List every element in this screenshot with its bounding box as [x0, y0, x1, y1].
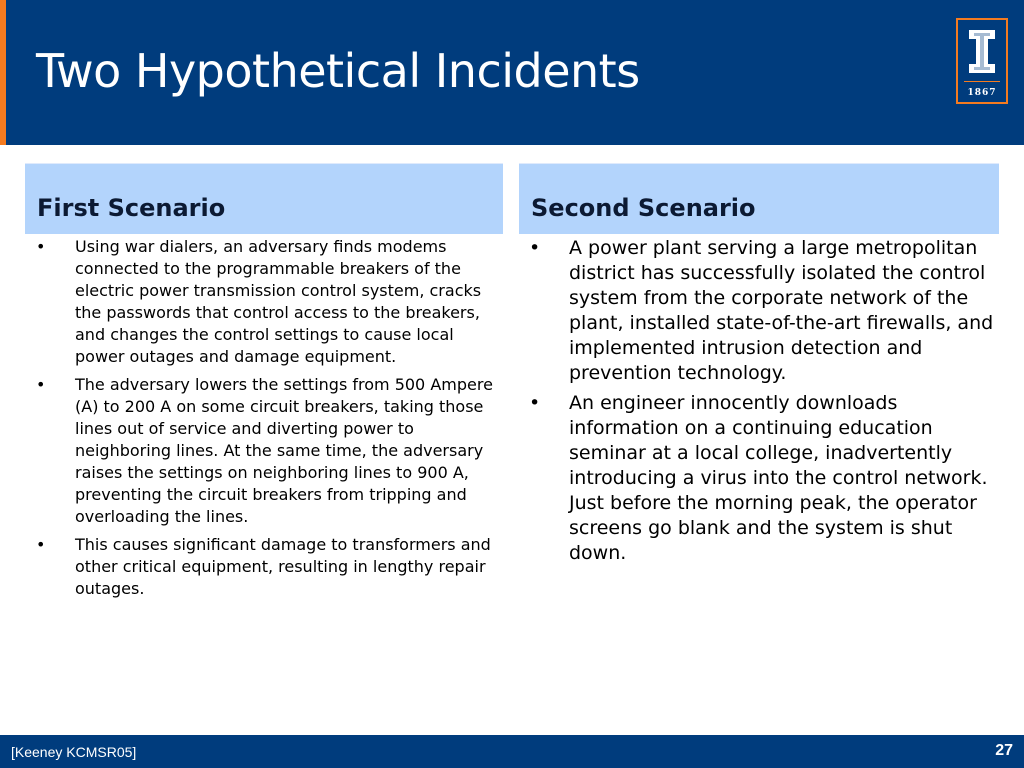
second-scenario-list: [529, 236, 994, 566]
illinois-block-i-icon: [956, 18, 1008, 104]
first-scenario-heading: First Scenario: [37, 194, 226, 222]
header-accent-stripe: [0, 0, 6, 145]
logo-year: 1867: [967, 88, 997, 98]
first-scenario-list: [36, 236, 496, 600]
list-item: • An engineer innocently downloads information on a continuing education seminar at a local college, inadvertently introducing a virus into the control network. Just before the morning peak, the operator screens go blank and the system is shut down.: [529, 391, 994, 566]
second-scenario-header: [519, 163, 999, 234]
first-scenario-header: [25, 163, 503, 234]
list-item: • This causes significant damage to transformers and other critical equipment, resulting in lengthy repair outages.: [36, 534, 496, 600]
second-scenario-body: [529, 236, 994, 571]
list-item: • The adversary lowers the settings from 500 Ampere (A) to 200 A on some circuit breakers, taking those lines out of service and diverting power to neighboring lines. At the same time, the adversary raises the settings on neighboring lines to 900 A, preventing the circuit breakers from tripping and overloading the lines.: [36, 374, 496, 528]
list-item: • A power plant serving a large metropolitan district has successfully isolated the control system from the corporate network of the plant, installed state-of-the-art firewalls, and implemented intrusion detection and prevention technology.: [529, 236, 994, 386]
second-scenario-heading: Second Scenario: [531, 194, 756, 222]
first-scenario-body: [36, 236, 496, 606]
slide-title: Two Hypothetical Incidents: [36, 44, 640, 98]
list-item: • Using war dialers, an adversary finds modems connected to the programmable breakers of the electric power transmission control system, cracks the passwords that control access to the breakers, and changes the control settings to cause local power outages and damage equipment.: [36, 236, 496, 368]
page-number: 27: [995, 742, 1013, 759]
footer-reference: [Keeney KCMSR05]: [11, 744, 137, 760]
footer-bar: [0, 735, 1024, 768]
header-bar: [0, 0, 1024, 145]
